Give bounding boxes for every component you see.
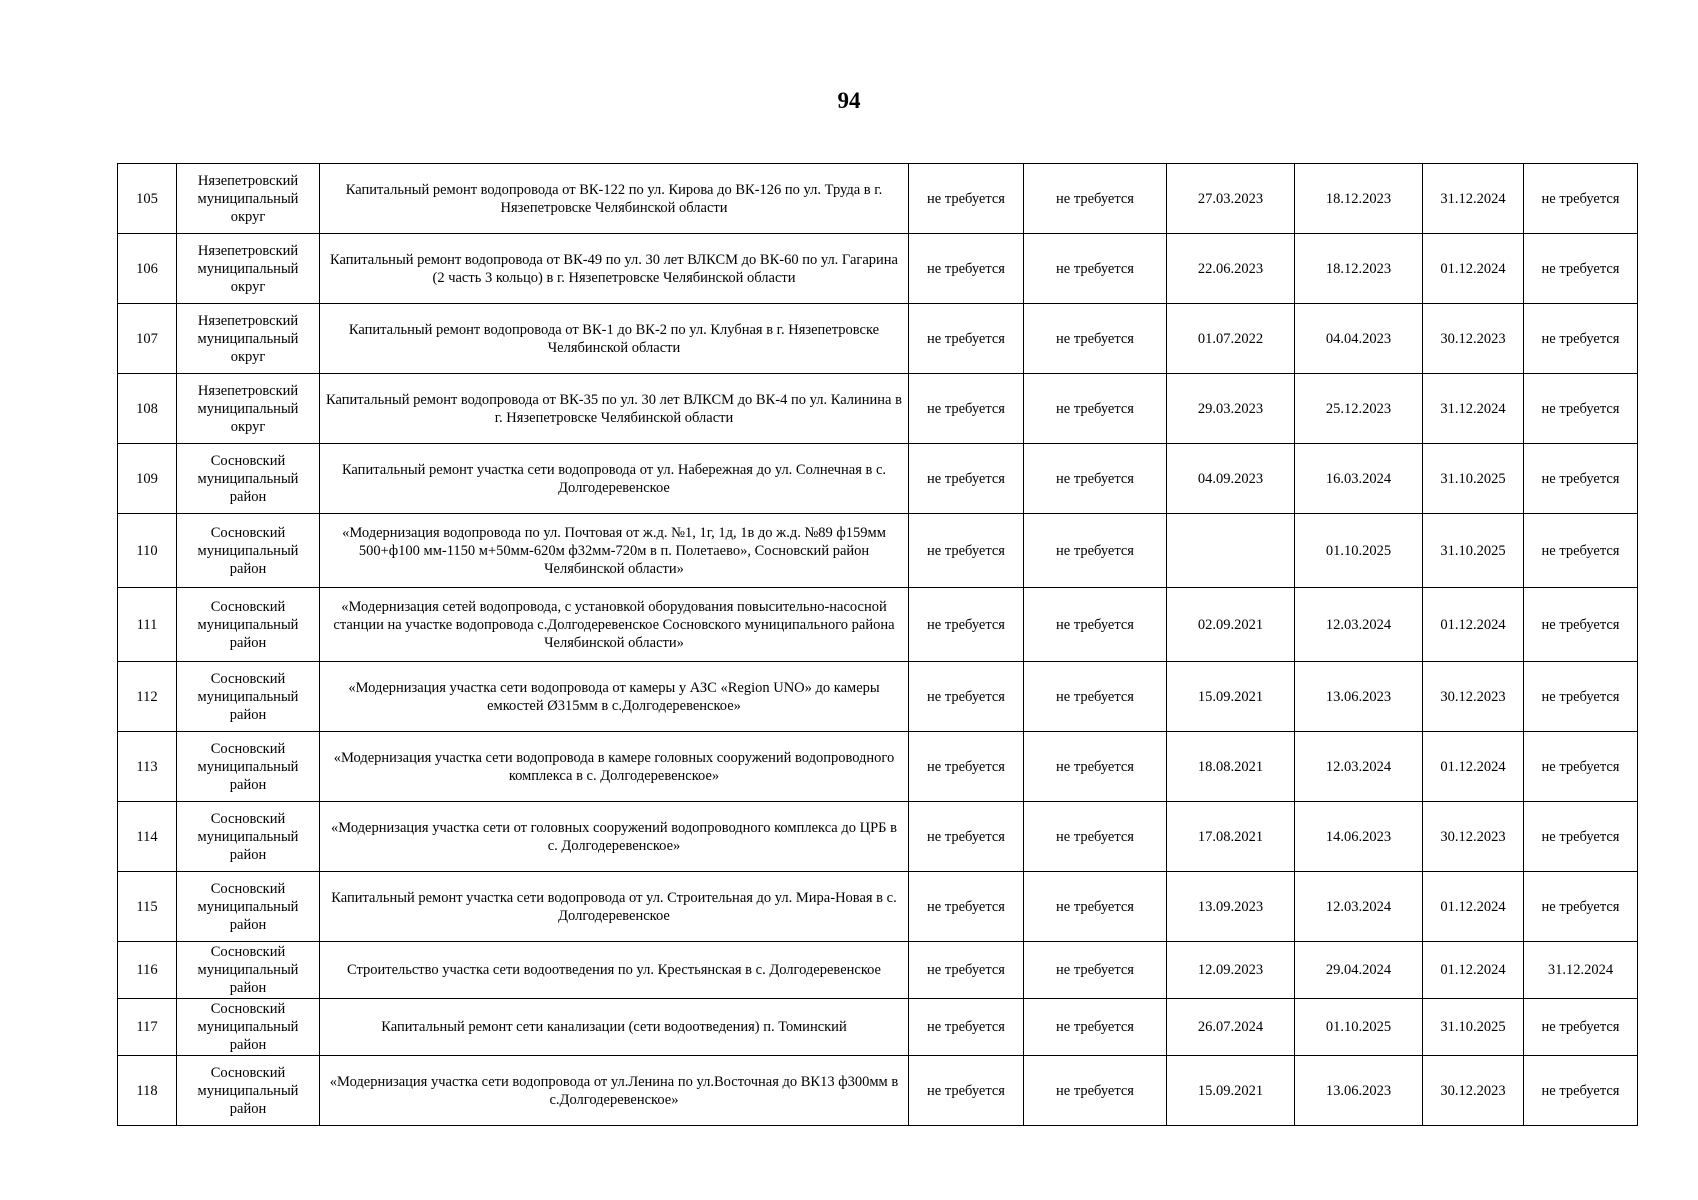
date1-cell: 17.08.2021 (1167, 802, 1295, 872)
col4-cell: не требуется (909, 942, 1024, 999)
date3-cell: 31.12.2024 (1423, 164, 1524, 234)
date2-cell: 13.06.2023 (1295, 662, 1423, 732)
project-description: «Модернизация сетей водопровода, с установкой оборудования повысительно-насосной станции на участке водопровода с.Долгодеревенское Сосновского муниципального района Челябинской области» (320, 588, 909, 662)
row-number: 114 (118, 802, 177, 872)
table-row (118, 304, 1638, 374)
col5-cell: не требуется (1024, 872, 1167, 942)
date2-cell: 01.10.2025 (1295, 514, 1423, 588)
col9-cell: не требуется (1524, 514, 1638, 588)
col4-cell: не требуется (909, 304, 1024, 374)
row-number: 110 (118, 514, 177, 588)
project-description: Капитальный ремонт водопровода от ВК-1 до ВК-2 по ул. Клубная в г. Нязепетровске Челябинской области (320, 304, 909, 374)
col9-cell: не требуется (1524, 234, 1638, 304)
date1-cell: 15.09.2021 (1167, 1056, 1295, 1126)
date2-cell: 01.10.2025 (1295, 999, 1423, 1056)
project-description: «Модернизация участка сети водопровода от ул.Ленина по ул.Восточная до ВК13 ф300мм в с.Долгодеревенское» (320, 1056, 909, 1126)
project-description: Капитальный ремонт водопровода от ВК-49 по ул. 30 лет ВЛКСМ до ВК-60 по ул. Гагарина (2 часть 3 кольцо) в г. Нязепетровске Челябинской области (320, 234, 909, 304)
date1-cell: 22.06.2023 (1167, 234, 1295, 304)
date3-cell: 31.12.2024 (1423, 374, 1524, 444)
date3-cell: 01.12.2024 (1423, 234, 1524, 304)
table-row (118, 802, 1638, 872)
row-number: 106 (118, 234, 177, 304)
date1-cell: 13.09.2023 (1167, 872, 1295, 942)
district-cell: Сосновский муниципальный район (177, 662, 320, 732)
col4-cell: не требуется (909, 164, 1024, 234)
district-cell: Сосновский муниципальный район (177, 872, 320, 942)
col4-cell: не требуется (909, 872, 1024, 942)
district-cell: Сосновский муниципальный район (177, 514, 320, 588)
col5-cell: не требуется (1024, 942, 1167, 999)
col4-cell: не требуется (909, 662, 1024, 732)
row-number: 115 (118, 872, 177, 942)
date2-cell: 04.04.2023 (1295, 304, 1423, 374)
district-cell: Сосновский муниципальный район (177, 732, 320, 802)
date1-cell: 02.09.2021 (1167, 588, 1295, 662)
col4-cell: не требуется (909, 514, 1024, 588)
row-number: 116 (118, 942, 177, 999)
table-row (118, 1056, 1638, 1126)
col4-cell: не требуется (909, 732, 1024, 802)
project-description: «Модернизация участка сети от головных сооружений водопроводного комплекса до ЦРБ в с. Долгодеревенское» (320, 802, 909, 872)
col4-cell: не требуется (909, 999, 1024, 1056)
col5-cell: не требуется (1024, 304, 1167, 374)
date3-cell: 01.12.2024 (1423, 872, 1524, 942)
date2-cell: 12.03.2024 (1295, 732, 1423, 802)
date2-cell: 16.03.2024 (1295, 444, 1423, 514)
date2-cell: 25.12.2023 (1295, 374, 1423, 444)
col4-cell: не требуется (909, 588, 1024, 662)
date1-cell: 18.08.2021 (1167, 732, 1295, 802)
project-description: Капитальный ремонт водопровода от ВК-122 по ул. Кирова до ВК-126 по ул. Труда в г. Нязепетровске Челябинской области (320, 164, 909, 234)
col5-cell: не требуется (1024, 662, 1167, 732)
date1-cell (1167, 514, 1295, 588)
col5-cell: не требуется (1024, 234, 1167, 304)
date3-cell: 30.12.2023 (1423, 304, 1524, 374)
table-row (118, 872, 1638, 942)
date1-cell: 29.03.2023 (1167, 374, 1295, 444)
project-description: «Модернизация водопровода по ул. Почтовая от ж.д. №1, 1г, 1д, 1в до ж.д. №89 ф159мм 500+ф100 мм-1150 м+50мм-620м ф32мм-720м в п. Полетаево», Сосновский район Челябинской области» (320, 514, 909, 588)
district-cell: Сосновский муниципальный район (177, 1056, 320, 1126)
date3-cell: 30.12.2023 (1423, 662, 1524, 732)
date2-cell: 29.04.2024 (1295, 942, 1423, 999)
project-description: «Модернизация участка сети водопровода от камеры у АЗС «Region UNO» до камеры емкостей Ø315мм в с.Долгодеревенское» (320, 662, 909, 732)
col9-cell: не требуется (1524, 1056, 1638, 1126)
col4-cell: не требуется (909, 444, 1024, 514)
page-number: 94 (837, 88, 861, 113)
col4-cell: не требуется (909, 374, 1024, 444)
project-description: «Модернизация участка сети водопровода в камере головных сооружений водопроводного комплекса в с. Долгодеревенское» (320, 732, 909, 802)
col5-cell: не требуется (1024, 802, 1167, 872)
date2-cell: 12.03.2024 (1295, 872, 1423, 942)
col4-cell: не требуется (909, 1056, 1024, 1126)
col5-cell: не требуется (1024, 732, 1167, 802)
table-row (118, 164, 1638, 234)
col9-cell: не требуется (1524, 999, 1638, 1056)
col9-cell: не требуется (1524, 872, 1638, 942)
col5-cell: не требуется (1024, 514, 1167, 588)
table-row (118, 662, 1638, 732)
row-number: 105 (118, 164, 177, 234)
district-cell: Сосновский муниципальный район (177, 802, 320, 872)
project-description: Капитальный ремонт водопровода от ВК-35 по ул. 30 лет ВЛКСМ до ВК-4 по ул. Калинина в г. Нязепетровске Челябинской области (320, 374, 909, 444)
date1-cell: 27.03.2023 (1167, 164, 1295, 234)
project-description: Капитальный ремонт участка сети водопровода от ул. Строительная до ул. Мира-Новая в с. Долгодеревенское (320, 872, 909, 942)
col5-cell: не требуется (1024, 444, 1167, 514)
col4-cell: не требуется (909, 234, 1024, 304)
date3-cell: 01.12.2024 (1423, 942, 1524, 999)
row-number: 117 (118, 999, 177, 1056)
table-row (118, 999, 1638, 1056)
col9-cell: 31.12.2024 (1524, 942, 1638, 999)
district-cell: Сосновский муниципальный район (177, 942, 320, 999)
col5-cell: не требуется (1024, 588, 1167, 662)
date2-cell: 18.12.2023 (1295, 164, 1423, 234)
district-cell: Нязепетровский муниципальный округ (177, 304, 320, 374)
row-number: 107 (118, 304, 177, 374)
project-description: Капитальный ремонт сети канализации (сети водоотведения) п. Томинский (320, 999, 909, 1056)
table-row (118, 514, 1638, 588)
col9-cell: не требуется (1524, 444, 1638, 514)
col5-cell: не требуется (1024, 164, 1167, 234)
date1-cell: 01.07.2022 (1167, 304, 1295, 374)
table-body (118, 164, 1638, 1126)
row-number: 109 (118, 444, 177, 514)
date3-cell: 30.12.2023 (1423, 1056, 1524, 1126)
date2-cell: 13.06.2023 (1295, 1056, 1423, 1126)
district-cell: Нязепетровский муниципальный округ (177, 374, 320, 444)
row-number: 113 (118, 732, 177, 802)
date2-cell: 14.06.2023 (1295, 802, 1423, 872)
table-row (118, 942, 1638, 999)
col5-cell: не требуется (1024, 374, 1167, 444)
col9-cell: не требуется (1524, 802, 1638, 872)
date3-cell: 01.12.2024 (1423, 732, 1524, 802)
col9-cell: не требуется (1524, 304, 1638, 374)
date3-cell: 01.12.2024 (1423, 588, 1524, 662)
table-row (118, 732, 1638, 802)
col4-cell: не требуется (909, 802, 1024, 872)
row-number: 118 (118, 1056, 177, 1126)
project-description: Капитальный ремонт участка сети водопровода от ул. Набережная до ул. Солнечная в с. Долгодеревенское (320, 444, 909, 514)
row-number: 111 (118, 588, 177, 662)
col9-cell: не требуется (1524, 374, 1638, 444)
projects-table (117, 163, 1638, 1126)
date3-cell: 30.12.2023 (1423, 802, 1524, 872)
col9-cell: не требуется (1524, 588, 1638, 662)
date3-cell: 31.10.2025 (1423, 444, 1524, 514)
row-number: 112 (118, 662, 177, 732)
date3-cell: 31.10.2025 (1423, 514, 1524, 588)
col9-cell: не требуется (1524, 164, 1638, 234)
date1-cell: 04.09.2023 (1167, 444, 1295, 514)
table-row (118, 444, 1638, 514)
district-cell: Сосновский муниципальный район (177, 999, 320, 1056)
date1-cell: 26.07.2024 (1167, 999, 1295, 1056)
col5-cell: не требуется (1024, 1056, 1167, 1126)
row-number: 108 (118, 374, 177, 444)
date2-cell: 12.03.2024 (1295, 588, 1423, 662)
date2-cell: 18.12.2023 (1295, 234, 1423, 304)
date1-cell: 12.09.2023 (1167, 942, 1295, 999)
col9-cell: не требуется (1524, 662, 1638, 732)
table-row (118, 588, 1638, 662)
table-row (118, 374, 1638, 444)
date1-cell: 15.09.2021 (1167, 662, 1295, 732)
date3-cell: 31.10.2025 (1423, 999, 1524, 1056)
project-description: Строительство участка сети водоотведения по ул. Крестьянская в с. Долгодеревенское (320, 942, 909, 999)
col9-cell: не требуется (1524, 732, 1638, 802)
district-cell: Нязепетровский муниципальный округ (177, 164, 320, 234)
district-cell: Сосновский муниципальный район (177, 588, 320, 662)
col5-cell: не требуется (1024, 999, 1167, 1056)
table-row (118, 234, 1638, 304)
district-cell: Сосновский муниципальный район (177, 444, 320, 514)
district-cell: Нязепетровский муниципальный округ (177, 234, 320, 304)
